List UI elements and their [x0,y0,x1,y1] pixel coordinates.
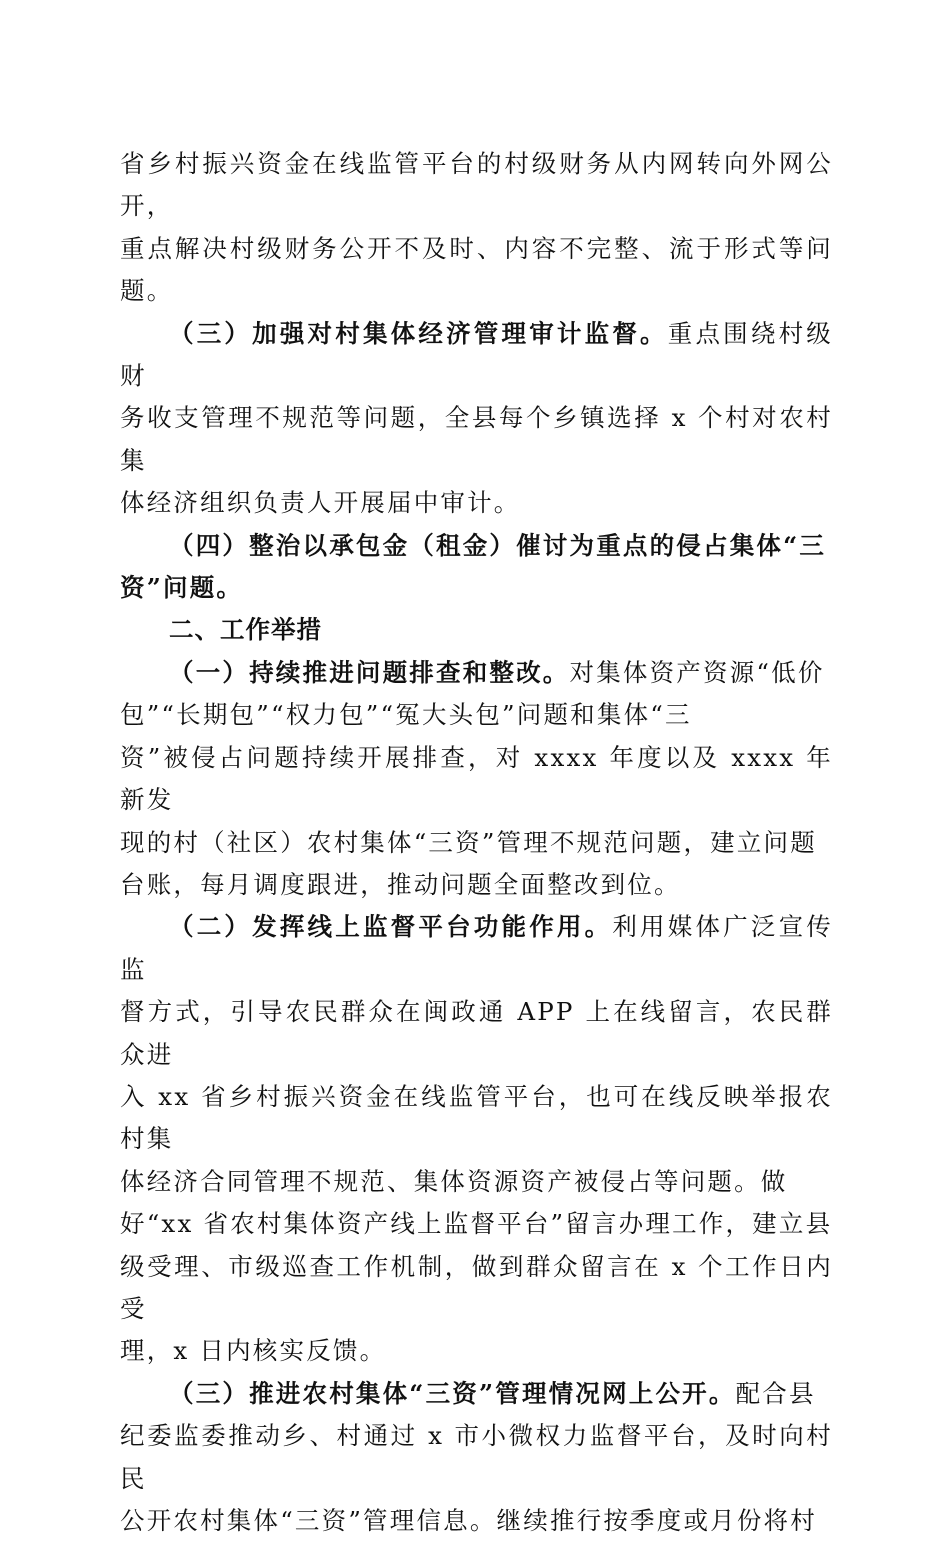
paragraph-text: 利用媒体广泛宣传监 督方式，引导农民群众在闽政通 APP 上在线留言，农民群众进 入 xx 省乡村振兴资金在线监管平台，也可在线反映举报农村集 体经济合同管理不规范、集体资源资产被侵占等问题。做 好“xx 省农村集体资产线上监督平台”留言办理工作，建立县 级受理、市级巡查工作机制，做到群众留言在 x 个工作日内受 理，x 日内核实反馈。 [120,912,833,1366]
paragraph-lead: （二）发挥线上监督平台功能作用。 [169,912,613,942]
paragraph-continued [120,143,833,313]
paragraph-online-platform [120,906,833,1372]
paragraph-lead: （三）加强对村集体经济管理审计监督。 [169,318,668,348]
paragraph-text: 重点围绕村级财 务收支管理不规范等问题，全县每个乡镇选择 x 个村对农村集 体经济组织负责人开展届中审计。 [120,318,833,518]
paragraph-text: 配合县 纪委监委推动乡、村通过 x 市小微权力监督平台，及时向村民 公开农村集体“三资”管理信息。继续推行按季度或月份将村 [120,1378,833,1535]
paragraph-lead: （三）推进农村集体“三资”管理情况网上公开。 [169,1378,736,1408]
paragraph-rent-collection [120,525,833,610]
paragraph-online-disclosure [120,1373,833,1542]
paragraph-lead: （四）整治以承包金（租金）催讨为重点的侵占集体“三 资”问题。 [120,530,827,603]
paragraph-text: 省乡村振兴资金在线监管平台的村级财务从内网转向外网公开， 重点解决村级财务公开不及时、内容不完整、流于形式等问题。 [120,149,833,306]
section-heading: 二、工作举措 [169,615,322,645]
paragraph-issue-investigation [120,652,833,906]
paragraph-text: 对集体资产资源“低价 包”“长期包”“权力包”“冤大头包”问题和集体“三 资”被侵占问题持续开展排查，对 xxxx 年度以及 xxxx 年新发 现的村（社区）农村集体“三资”管理不规范问题，建立问题 台账，每月调度跟进，推动问题全面整改到位。 [120,657,833,899]
document-body [120,143,833,1542]
paragraph-lead: （一）持续推进问题排查和整改。 [169,657,570,687]
paragraph-audit-supervision [120,313,833,525]
